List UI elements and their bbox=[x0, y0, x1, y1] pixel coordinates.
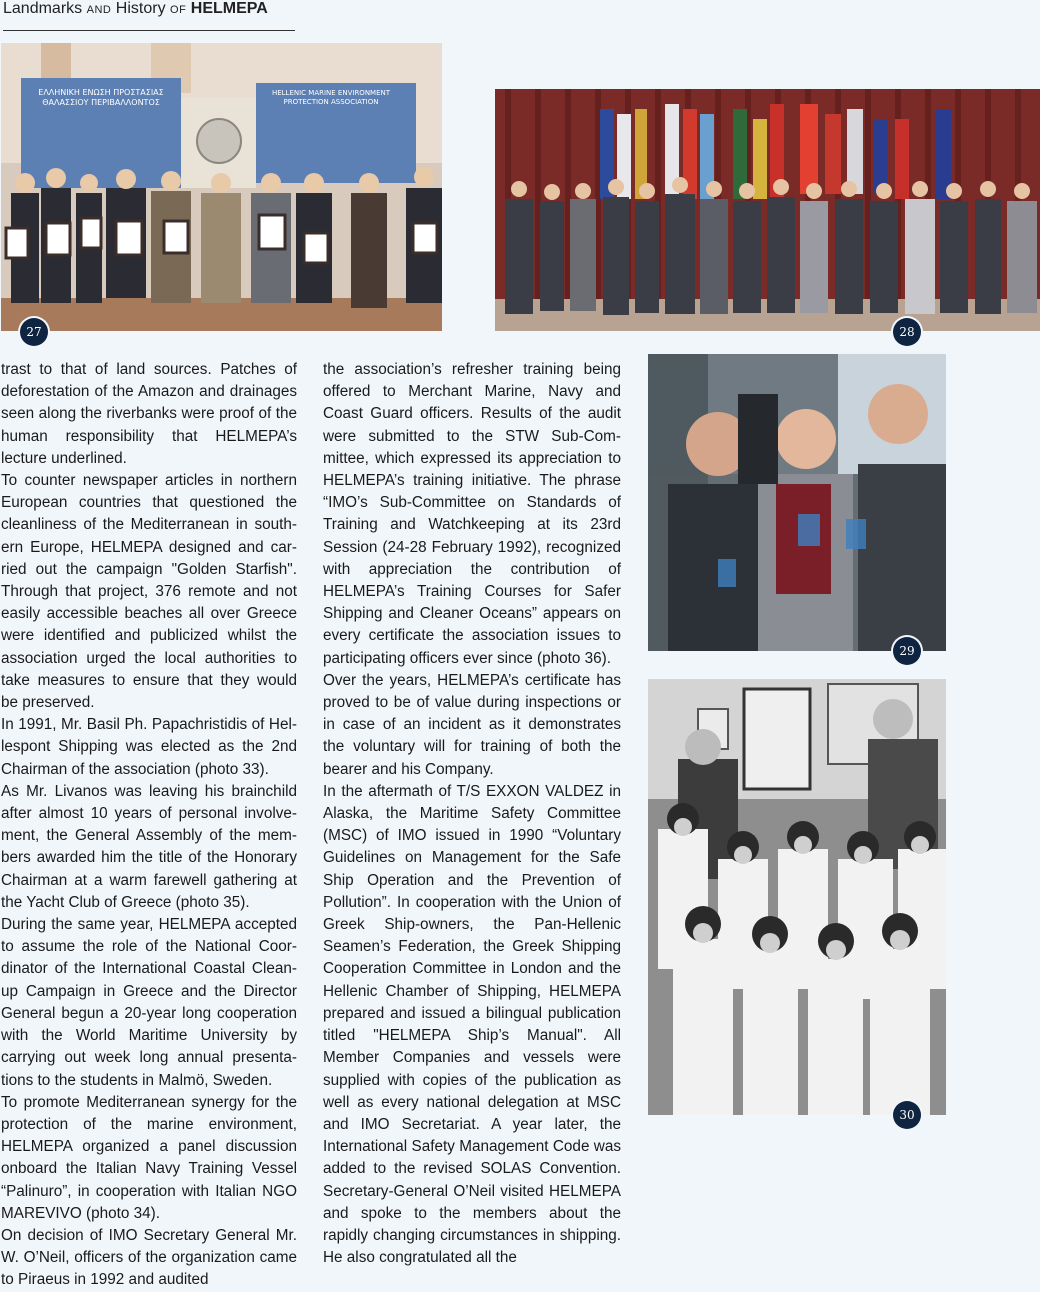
photo-27-banner-greek-line2: ΘΑΛΑΣΣΙΟΥ ΠΕΡΙΒΑΛΛΟΝΤΟΣ bbox=[42, 98, 160, 107]
col1-paragraph: As Mr. Livanos was leaving his brainchild after almost 10 years of personal involvement, the General Assembly of the members awarded him the title of the Honorary Chairman at a warm farewell gathering at the Yacht Club of Greece (photo 35). bbox=[1, 782, 297, 911]
photo-28 bbox=[495, 89, 1040, 331]
col1-paragraph: To counter newspaper articles in northern European countries that questioned the cleanliness of the Mediterranean in southern Europe, HELMEPA designed and carried out the campaign "Golden Starfish". Through that project, 376 remote and not easily accessible beaches all over Greece were identified and publicized whilst the association urged the local authorities to take measures to ensure that they would be preserved. bbox=[1, 472, 297, 712]
col1-paragraph: During the same year, HELMEPA accepted to assume the role of the National Coordinator of the International Coastal Clean-up Campaign in Greece and the Director General begun a 20-year long cooperation with the World Maritime University by carrying out week long annual presentations to the students in Malmö, Sweden. bbox=[1, 916, 297, 1089]
col2-paragraph: the association’s refresher training being offered to Merchant Marine, Navy and Coast Guard officers. Results of the audit were submitted to the STW Sub-Committee, which expressed its appreciation to HELMEPA’s training initiative. The phrase “IMO’s Sub-Committee on Standards of Training and Watchkeeping at its 23rd Session (24-28 February 1992), recognized with appreciation the contribution of HELMEPA’s Training Courses for Safer Shipping and Cleaner Oceans” appears on every certificate the association issues to participating officers ever since (photo 36). bbox=[323, 361, 621, 667]
header-helmepa: HELMEPA bbox=[190, 0, 268, 17]
header-and: AND bbox=[86, 4, 112, 16]
text-column-2 bbox=[323, 359, 621, 1269]
photo-27-banner-greek-line1: ΕΛΛΗΝΙΚΗ ΕΝΩΣΗ ΠΡΟΣΤΑΣΙΑΣ bbox=[38, 88, 164, 97]
text-column-1 bbox=[1, 359, 297, 1292]
photo-28-image bbox=[495, 89, 1040, 331]
photo-30 bbox=[648, 679, 946, 1115]
col2-paragraph: Over the years, HELMEPA’s certificate has proved to be of value during inspections or in case of an incident as it demonstrates the voluntary will for training of both the bearer and his Company. bbox=[323, 671, 621, 778]
photo-27 bbox=[1, 43, 442, 331]
photo-28-number-badge: 28 bbox=[893, 318, 921, 346]
col1-paragraph: trast to that of land sources. Patches of deforestation of the Amazon and drainages seen along the riverbanks were proof of the human responsibility that HELMEPA’s lecture underlined. bbox=[1, 361, 297, 467]
header-history: History bbox=[115, 0, 166, 17]
photo-29-image bbox=[648, 354, 946, 651]
photo-30-number-badge: 30 bbox=[893, 1101, 921, 1129]
col2-paragraph: In the aftermath of T/S EXXON VALDEZ in Alaska, the Maritime Safety Committee (MSC) of IMO issued in 1990 “Voluntary Guidelines on Management for the Safe Ship Operation and the Prevention of Pollution”. In cooperation with the Union of Greek Ship-owners, the Pan-Hellenic Seamen’s Federation, the Greek Shipping Cooperation Committee in London and the Hellenic Chamber of Shipping, HELMEPA prepared and issued a bilingual publication titled "HELMEPA Ship’s Manual". All Member Companies and vessels were supplied with copies of the publication as well as every national delegation at MSC and IMO Secretariat. A year later, the International Safety Management Code was added to the revised SOLAS Convention. Secretary-General O’Neil visited HELMEPA and spoke to the members about the rapidly changing circumstances in shipping. He also congratulated all the bbox=[323, 782, 621, 1267]
photo-27-banner-english-line2: PROTECTION ASSOCIATION bbox=[283, 98, 379, 106]
header-landmarks: Landmarks bbox=[3, 0, 83, 17]
header-of: OF bbox=[170, 4, 187, 16]
photo-29-number-badge: 29 bbox=[893, 637, 921, 665]
photo-27-number-badge: 27 bbox=[20, 318, 48, 346]
running-header bbox=[3, 0, 295, 31]
col1-paragraph: In 1991, Mr. Basil Ph. Papachristidis of Hellespont Shipping was elected as the 2nd Chairman of the association (photo 33). bbox=[1, 716, 297, 778]
photo-30-image bbox=[648, 679, 946, 1115]
col1-paragraph: To promote Mediterranean synergy for the protection of the marine environment, HELMEPA organized a panel discussion onboard the Italian Navy Training Vessel “Palinuro”, in cooperation with Italian NGO MAREVIVO (photo 34). bbox=[1, 1093, 297, 1222]
col1-paragraph: On decision of IMO Secretary General Mr. W. O’Neil, officers of the organization came to Piraeus in 1992 and audited bbox=[1, 1226, 297, 1289]
photo-27-banner-english-line1: HELLENIC MARINE ENVIRONMENT bbox=[271, 89, 391, 97]
photo-29 bbox=[648, 354, 946, 651]
photo-27-image bbox=[1, 43, 442, 331]
